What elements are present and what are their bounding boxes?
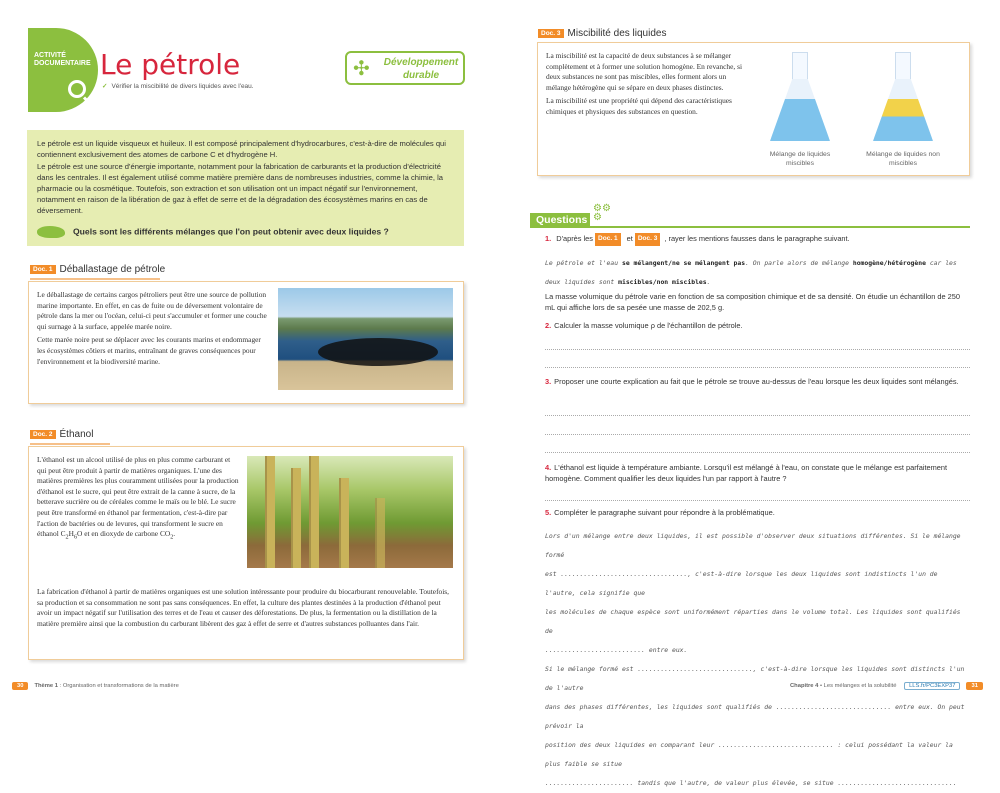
doc3-paragraph-2: La miscibilité est une propriété qui dépend des caractéristiques chimiques et physiques des substances en question. (546, 96, 732, 116)
q1-text-b: et (626, 234, 633, 244)
q5-line-6 (545, 698, 970, 736)
doc2-text-top: L'éthanol est un alcool utilisé de plus en plus comme carburant et qui peut être produit à partir de matières organiques. L'une des matières premières les plus couramment utilisées pour la production d'éthanol est le sucre, qui peut être extrait de la canne à sucre, de la betterave sucrière ou de céréales comme le maïs ou le blé. Le sucre peut être transformé en éthanol par fermentation, c'est-à-dire par l'action de bactéries ou de levures, qui transforment le sucre en éthanol $C_2H_6O$ et en dioxyde de carbone $CO_2$. (37, 455, 239, 541)
q5-l8b: . (952, 779, 957, 787)
activity-badge (28, 28, 98, 112)
q1-text-a: D'après les (556, 234, 593, 244)
doc1-tag: Doc. 1 (30, 265, 56, 274)
flask-miscible-label: Mélange de liquides miscibles (769, 151, 831, 167)
gears-icon: ⚙⚙ ⚙ (593, 203, 611, 223)
footer-theme-text: : Organisation et transformations de la matière (59, 683, 179, 689)
doc3-tag: Doc. 3 (538, 29, 564, 38)
cane-stalk (339, 478, 349, 568)
flask-miscible-icon (770, 52, 830, 142)
question-2 (545, 321, 970, 332)
q3-number: 3. (545, 377, 552, 386)
oil-spill-photo (278, 288, 453, 390)
q5-number: 5. (545, 508, 552, 517)
doc2-paragraph-1b: H (68, 529, 74, 539)
wind-turbine-icon: ✣ (353, 58, 370, 80)
doc2-header (30, 429, 93, 440)
q5-l5b: , c'est-à-dire lorsque les liquides sont distincts l'un de l'autre (545, 665, 965, 692)
question-1 (545, 233, 970, 246)
footer-theme: Thème 1 (34, 683, 58, 689)
q5-text: Compléter le paragraphe suivant pour répondre à la problématique. (554, 508, 775, 517)
problem-statement (37, 226, 389, 238)
questions-underline (530, 226, 970, 228)
doc3-text (546, 51, 742, 118)
q2-intro: La masse volumique du pétrole varie en fonction de sa composition chimique et de sa densité. On étudie un échantillon de 250 mL qui affiche lors de sa pesée une masse de 202,5 g. (545, 292, 960, 312)
question-5 (545, 508, 970, 519)
cane-stalk (375, 498, 385, 568)
q1-h5: car les deux liquides sont (545, 259, 957, 286)
footer-left (12, 682, 179, 690)
q5-l6b: entre eux. On peut prévoir la (545, 703, 965, 730)
answer-line[interactable] (545, 434, 970, 435)
checkmark-icon: ✓ (102, 83, 108, 90)
answer-line[interactable] (545, 349, 970, 350)
doc2-paragraph-1c: O et en dioxyde de carbone CO (77, 529, 171, 539)
q5-line-4 (545, 641, 970, 660)
footer-right (790, 682, 989, 690)
flask-liquid-blue (770, 99, 830, 141)
doc2-underline (30, 443, 110, 445)
q1-doc3-tag: Doc. 3 (635, 233, 661, 246)
q5-blank[interactable]: ....................... (545, 779, 634, 787)
q1-choice-2[interactable]: homogène/hétérogène (852, 259, 926, 267)
activity-badge-label: ACTIVITÉ DOCUMENTAIRE (34, 52, 91, 67)
doc2-sub-6: 6 (73, 534, 78, 541)
cane-stalk (265, 456, 275, 568)
page-number-right: 31 (966, 682, 982, 690)
doc2-tag: Doc. 2 (30, 430, 56, 439)
answer-line[interactable] (545, 452, 970, 453)
flask-body (873, 79, 933, 141)
q1-number: 1. (545, 234, 552, 244)
doc1-paragraph-2: Cette marée noire peut se déplacer avec les courants marins et endommager les écosystèmes côtiers et marins, entraînant de graves conséquences pour l'environnement et la biodiversité marine. (37, 335, 261, 366)
doc1-header (30, 264, 165, 275)
q1-paragraph: Le pétrole et l'eau se mélangent/ne se mélangent pas. On parle alors de mélange homogène/hétérogène car les deux liquides sont miscibles/non miscibles. (545, 259, 957, 286)
q4-number: 4. (545, 463, 552, 472)
q2-number: 2. (545, 321, 552, 330)
doc2-title: Éthanol (59, 429, 94, 440)
q5-paragraph (545, 527, 970, 793)
q5-line-8 (545, 774, 970, 793)
q5-blank[interactable]: .............................. (637, 665, 753, 673)
q5-line-1: Lors d'un mélange entre deux liquides, il est possible d'observer deux situations différentes. Si le mélange formé (545, 532, 961, 559)
q5-l6a: dans des phases différentes, les liquides sont qualifiés de (545, 703, 773, 711)
intro-paragraph-1: Le pétrole est un liquide visqueux et huileux. Il est composé principalement d'hydrocarbures, c'est-à-dire de molécules qui contiennent exclusivement des atomes de carbone C et d'hydrogène H. (37, 139, 446, 159)
q5-blank[interactable]: ................................. (560, 570, 688, 578)
q1-h3: . On parle alors de mélange (745, 259, 849, 267)
question-4 (545, 463, 970, 484)
lls-link[interactable]: LLS.fr/PC3EXP37 (904, 682, 960, 690)
doc2-sub-2b: 2 (170, 534, 174, 541)
sustainable-development-badge (345, 51, 465, 85)
flask-body (770, 79, 830, 141)
doc2-paragraph-2: La fabrication d'éthanol à partir de matières organiques est une solution intéressante pour produire du biocarburant renouvelable. Toutefois, sa production et sa consommation ne sont pas sans conséquences. En effet, la culture des plantes destinées à la production d'éthanol peut avoir un impact négatif sur l'utilisation des terres et de l'eau et causer des déforestations. De plus, la fermentation ou la distillation de la matière première ainsi que la combustion du carburant libèrent des gaz à effet de serre et d'autres substances polluantes dans l'air. (37, 587, 450, 628)
q1-text-c: , rayer les mentions fausses dans le paragraphe suivant. (664, 234, 850, 244)
flask-liquid-layered (873, 99, 933, 141)
oil-spill-slick (318, 338, 438, 366)
q5-l4: entre eux. (648, 646, 688, 654)
footer-chapter: Chapitre 4 (790, 683, 819, 689)
question-3 (545, 377, 970, 388)
answer-line[interactable] (545, 415, 970, 416)
q5-line-3: les molécules de chaque espèce sont uniformément réparties dans le volume total. Les liquides sont qualifiés de (545, 608, 961, 635)
doc3-header (538, 28, 666, 39)
doc1-text (37, 290, 269, 367)
q5-line-7 (545, 736, 970, 774)
objective-text: Vérifier la miscibilité de divers liquides avec l'eau. (111, 83, 254, 90)
answer-line[interactable] (545, 367, 970, 368)
q5-blank[interactable]: .......................... (545, 646, 646, 654)
q5-l2a: est (545, 570, 557, 578)
cane-stalk (309, 456, 319, 568)
doc1-title: Déballastage de pétrole (59, 264, 166, 275)
doc3-title: Miscibilité des liquides (567, 28, 667, 39)
q3-text: Proposer une courte explication au fait que le pétrole se trouve au-dessus de l'eau lorsque les deux liquides sont mélangés. (554, 377, 959, 386)
intro-paragraph-2: Le pétrole est une source d'énergie importante, notamment pour la fabrication de carburants et la production d'électricité dans les centrales. Il est également utilisé comme matière première dans de nombreuses industries, comme la chimie, la pharmacie ou la cosmétique. Toutefois, son extraction et son utilisation ont un impact négatif sur l'environnement, notamment en raison de la libération de gaz à effet de serre et de la dégradation des écosystèmes marins en cas de déversement. (37, 162, 444, 215)
flask-immiscible-label: Mélange de liquides non miscibles (866, 151, 940, 167)
answer-line[interactable] (545, 500, 970, 501)
page-title: Le pétrole (100, 48, 241, 81)
doc3-paragraph-1: La miscibilité est la capacité de deux substances à se mélanger complètement et à former une solution homogène. En revanche, si deux substances ne sont pas miscibles, elles forment alors un mélange hétérogène qui se sépare en deux phases distinctes. (546, 51, 742, 92)
oil-drop-icon (37, 226, 65, 238)
q5-blank[interactable]: .............................. (837, 779, 953, 787)
q5-l8a: tandis que l'autre, de valeur plus élevée, se situe (637, 779, 834, 787)
q5-l5a: Si le mélange formé est (545, 665, 634, 673)
flask-neck (895, 52, 911, 80)
objective (102, 82, 254, 90)
q5-blank[interactable]: .............................. (718, 741, 834, 749)
q5-blank[interactable]: .............................. (775, 703, 892, 711)
page-number-left: 30 (12, 682, 28, 690)
q4-text: L'éthanol est liquide à température ambiante. Lorsqu'il est mélangé à l'eau, on constate que le mélange est parfaitement homogène. Comment qualifier les deux liquides l'un par rapport à l'autre ? (545, 463, 948, 483)
footer-chapter-text: • Les mélanges et la solubilité (819, 683, 897, 689)
q2-text: Calculer la masse volumique ρ de l'échantillon de pétrole. (554, 321, 743, 330)
q5-line-2 (545, 565, 970, 603)
magnifier-icon (68, 80, 86, 98)
doc1-underline (30, 278, 160, 280)
flask-neck (792, 52, 808, 80)
q5-l7a: position des deux liquides en comparant leur (545, 741, 715, 749)
doc2-sub-2: 2 (65, 534, 69, 541)
q1-doc1-tag: Doc. 1 (595, 233, 621, 246)
sugarcane-photo (247, 456, 453, 568)
problem-text: Quels sont les différents mélanges que l'on peut obtenir avec deux liquides ? (73, 226, 389, 237)
q1-choice-3[interactable]: miscibles/non miscibles (618, 278, 707, 286)
questions-heading: Questions (530, 213, 590, 227)
doc1-paragraph-1: Le déballastage de certains cargos pétroliers peut être une source de pollution marine importante. En effet, en cas de fuite ou de déversement volontaire de pétrole dans la mer ou l'océan, celui-ci peut s'accumuler et former une couche qui surnage à la surface, appelée marée noire. (37, 290, 267, 331)
q5-l7b: : celui possédant la valeur la plus faible se situe (545, 741, 953, 768)
sustainable-development-label: Développement durable (383, 57, 459, 81)
cane-stalk (291, 468, 301, 568)
q5-l2b: , c'est-à-dire lorsque les deux liquides sont indistincts l'un de l'autre, cela signifie que (545, 570, 938, 597)
q5-line-5 (545, 660, 970, 698)
doc2-paragraph-1a: L'éthanol est un alcool utilisé de plus en plus comme carburant et qui peut être produit à partir de matières organiques. L'une des matières premières les plus couramment utilisées pour la production d'éthanol est le sucre, qui peut être extrait de la canne à sucre, de la betterave sucrière ou de céréales comme le maïs ou le blé. Le sucre peut être transformé en éthanol par fermentation, c'est-à-dire par l'action de bactéries ou de levures, qui transforment le sucre en éthanol C (37, 455, 239, 539)
q1-choice-1[interactable]: se mélangent/ne se mélangent pas (621, 259, 746, 267)
flask-immiscible-icon (873, 52, 933, 142)
q1-h1: Le pétrole et l'eau (545, 259, 619, 267)
